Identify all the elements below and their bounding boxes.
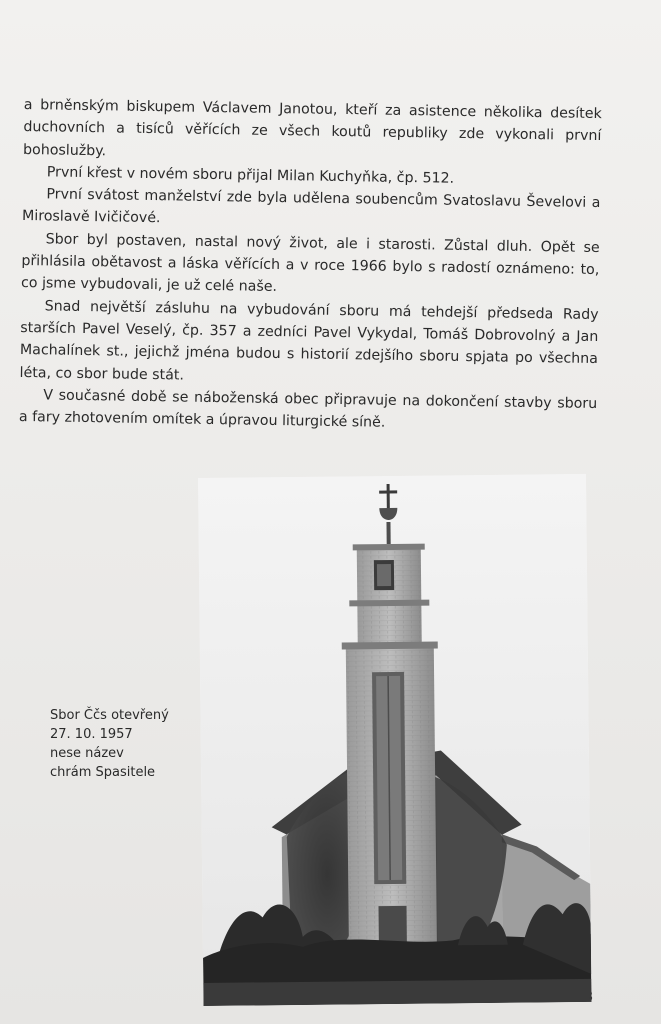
church-photo — [198, 474, 592, 1006]
paragraph-current-work: V současné době se náboženská obec připravuje na dokončení stavby sboru a fary zhotovením omítek a úpravou liturgické síně. — [18, 387, 598, 431]
paragraph-builders: Snad největší zásluhu na vybudování sboru má tehdejší předseda Rady starších Pavel Veselý, čp. 357 a zedníci Pavel Vykydal, Tomáš Dobrovolný a Jan Machalínek st., jejichž jména budou s historií zdejšího sboru spjata po všechna léta, co sbor bude stát. — [19, 298, 599, 384]
caption-line-4: chrám Spasitele — [50, 765, 156, 780]
paragraph-first-marriage: První svátost manželství zde byla udělena soubencům Svatoslavu Ševelovi a Miroslavě Ivičičové. — [21, 186, 601, 227]
body-text — [19, 94, 602, 437]
paragraph-first-baptism: První křest v novém sboru přijal Milan Kuchyňka, čp. 512. — [46, 164, 455, 187]
caption-line-2: 27. 10. 1957 — [50, 727, 133, 742]
page-number: 113 — [566, 990, 594, 1005]
caption-line-1: Sbor Ččs otevřený — [50, 708, 169, 723]
photo-caption — [50, 706, 200, 782]
caption-line-3: nese název — [50, 746, 124, 761]
paragraph-debt: Sbor byl postaven, nastal nový život, ale i starosti. Zůstal dluh. Opět se přihlásila obětavost a láska věřících a v roce 1966 bylo s radostí oznámeno: to, co jsme vybudovali, je už celé naše. — [20, 231, 600, 296]
paragraph-bishop-service: a brněnským biskupem Václavem Janotou, kteří za asistence několika desítek duchovních a tisíců věřících ze všech koutů republiky zde vykonali první bohoslužby. — [23, 96, 602, 159]
